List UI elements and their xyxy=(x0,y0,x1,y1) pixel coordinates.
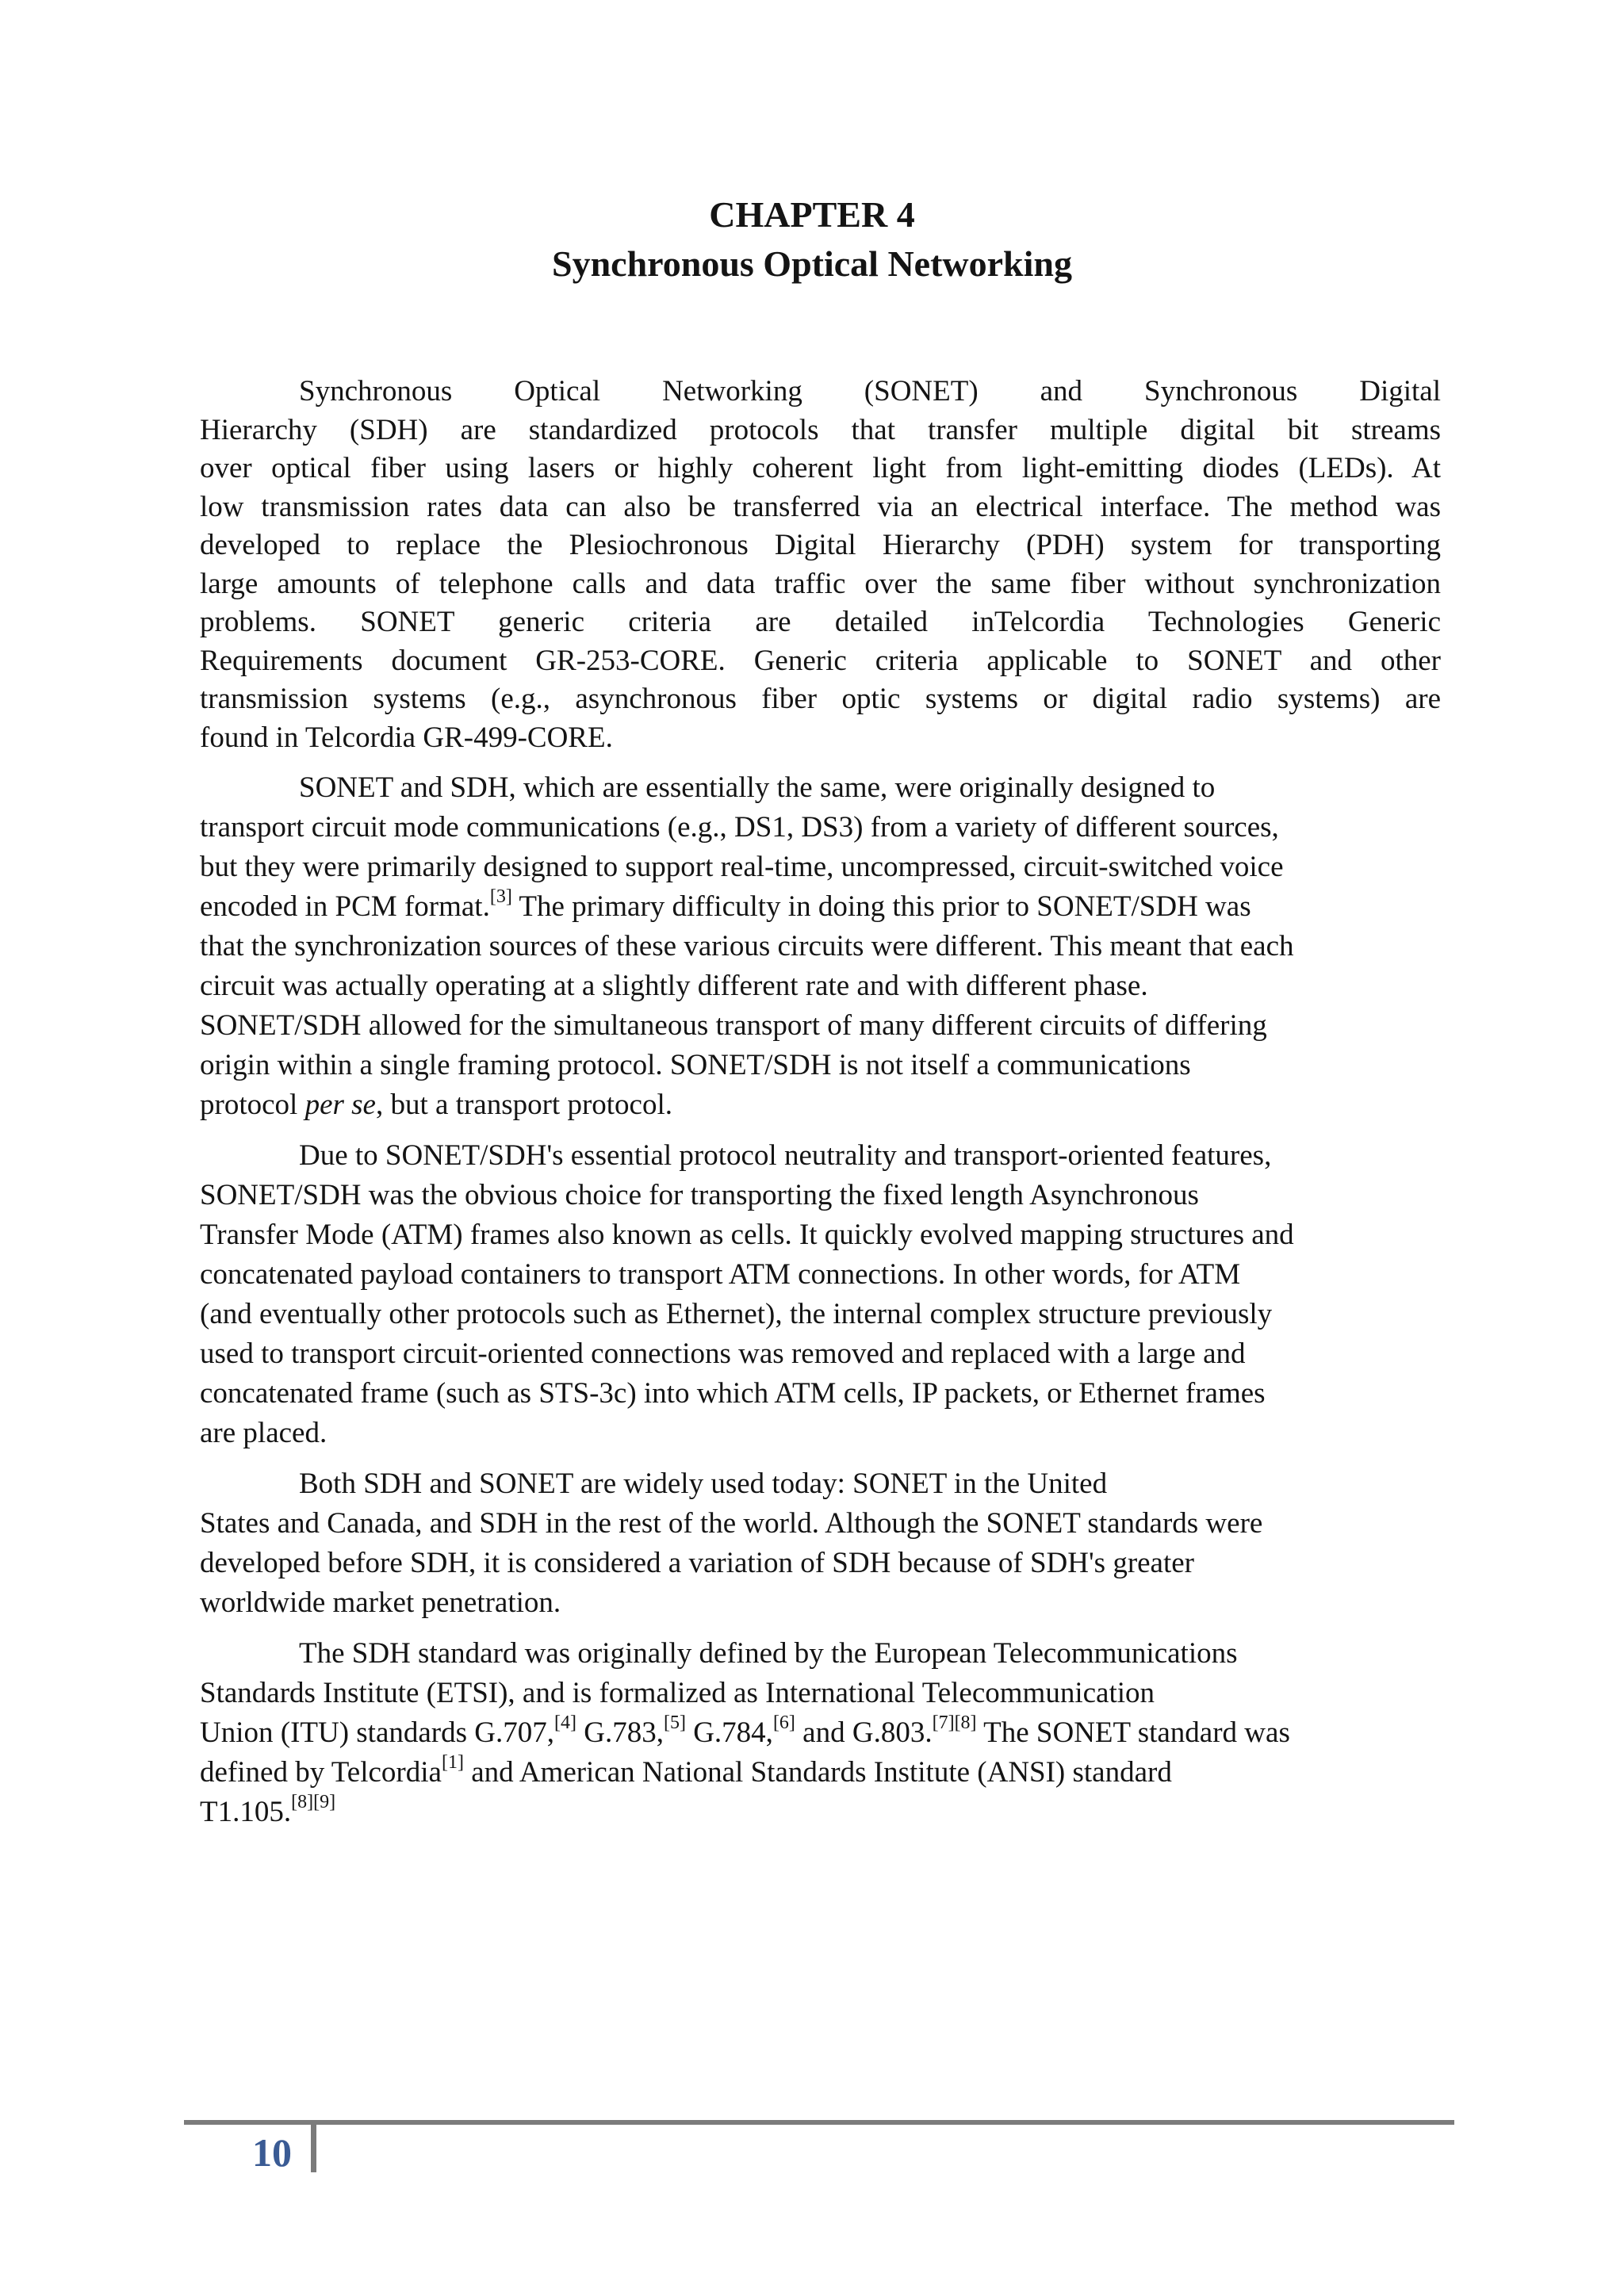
text-line: Standards Institute (ETSI), and is formalized as International Telecommunication xyxy=(200,1677,1155,1709)
text-line: The SDH standard was originally defined by the European Telecommunications xyxy=(299,1637,1238,1670)
text-line: Due to SONET/SDH's essential protocol neutrality and transport-oriented features, xyxy=(299,1139,1272,1172)
text-line: over optical fiber using lasers or highly coherent light from light-emitting diodes (LEDs). At xyxy=(200,452,1441,484)
text-line: circuit was actually operating at a slightly different rate and with different phase. xyxy=(200,970,1148,1002)
text-line: Synchronous Optical Networking (SONET) and Synchronous Digital xyxy=(299,375,1441,408)
page-number-divider xyxy=(311,2125,316,2172)
text-line: concatenated payload containers to transport ATM connections. In other words, for ATM xyxy=(200,1258,1241,1291)
citation-link[interactable]: [7][8] xyxy=(932,1712,977,1733)
text-line: developed before SDH, it is considered a variation of SDH because of SDH's greater xyxy=(200,1547,1195,1579)
citation-link[interactable]: [1] xyxy=(441,1751,464,1773)
text-line: developed to replace the Plesiochronous Digital Hierarchy (PDH) system for transporting xyxy=(200,529,1441,561)
page-number: 10 xyxy=(252,2130,292,2175)
citation-link[interactable]: [6] xyxy=(772,1712,795,1733)
text-line: Transfer Mode (ATM) frames also known as cells. It quickly evolved mapping structures and xyxy=(200,1219,1294,1251)
text-line: problems. SONET generic criteria are detailed inTelcordia Technologies Generic xyxy=(200,606,1441,638)
text-line: (and eventually other protocols such as Ethernet), the internal complex structure previously xyxy=(200,1298,1273,1330)
paragraph-sdh-standards xyxy=(200,1634,1441,1832)
text-line: defined by Telcordia[1] and American National Standards Institute (ANSI) standard xyxy=(200,1751,1172,1789)
paragraph-sonet-intro xyxy=(200,373,1441,757)
text-line: protocol per se, but a transport protocol. xyxy=(200,1089,672,1121)
text-line: transmission systems (e.g., asynchronous fiber optic systems or digital radio systems) are xyxy=(200,683,1441,715)
text-line: States and Canada, and SDH in the rest of the world. Although the SONET standards were xyxy=(200,1507,1263,1540)
chapter-title: Synchronous Optical Networking xyxy=(551,243,1073,284)
text-line: found in Telcordia GR-499-CORE. xyxy=(200,721,613,754)
text-line: used to transport circuit-oriented connections was removed and replaced with a large and xyxy=(200,1337,1246,1370)
text-line: origin within a single framing protocol. SONET/SDH is not itself a communications xyxy=(200,1049,1191,1081)
text-line: that the synchronization sources of these various circuits were different. This meant that each xyxy=(200,930,1294,962)
text-line: concatenated frame (such as STS-3c) into which ATM cells, IP packets, or Ethernet frames xyxy=(200,1377,1266,1410)
text-line: SONET/SDH allowed for the simultaneous transport of many different circuits of differing xyxy=(200,1009,1267,1042)
text-line: low transmission rates data can also be transferred via an electrical interface. The method was xyxy=(200,490,1441,523)
footer-divider xyxy=(184,2120,1454,2125)
text-line: Hierarchy (SDH) are standardized protocols that transfer multiple digital bit streams xyxy=(200,413,1441,446)
text-line: large amounts of telephone calls and data traffic over the same fiber without synchronization xyxy=(200,567,1441,600)
text-line: SONET and SDH, which are essentially the same, were originally designed to xyxy=(299,771,1216,804)
paragraph-sdh-sonet-usage xyxy=(200,1464,1441,1623)
text-line: Requirements document GR-253-CORE. Generic criteria applicable to SONET and other xyxy=(200,644,1441,677)
text-line: SONET/SDH was the obvious choice for transporting the fixed length Asynchronous xyxy=(200,1179,1199,1211)
text-line: T1.105.[8][9] xyxy=(200,1791,336,1828)
text-line: worldwide market penetration. xyxy=(200,1586,561,1619)
citation-link[interactable]: [4] xyxy=(554,1712,576,1733)
citation-link[interactable]: [8][9] xyxy=(291,1791,336,1812)
text-line: Union (ITU) standards G.707,[4] G.783,[5] G.784,[6] and G.803.[7][8] The SONET standard was xyxy=(200,1712,1290,1749)
citation-link[interactable]: [3] xyxy=(489,886,512,907)
text-line: Both SDH and SONET are widely used today: SONET in the United xyxy=(299,1468,1108,1500)
text-line: transport circuit mode communications (e.g., DS1, DS3) from a variety of different sources, xyxy=(200,811,1279,844)
text-line: are placed. xyxy=(200,1417,327,1449)
paragraph-atm-transport xyxy=(200,1136,1441,1453)
text-line: encoded in PCM format.[3] The primary difficulty in doing this prior to SONET/SDH was xyxy=(200,886,1251,923)
chapter-body xyxy=(200,373,1441,1832)
paragraph-sonet-sdh-design xyxy=(200,768,1441,1125)
chapter-number: CHAPTER 4 xyxy=(709,194,915,235)
text-line: but they were primarily designed to support real-time, uncompressed, circuit-switched voice xyxy=(200,851,1284,883)
italic-term: per se xyxy=(304,1089,376,1121)
citation-link[interactable]: [5] xyxy=(663,1712,686,1733)
